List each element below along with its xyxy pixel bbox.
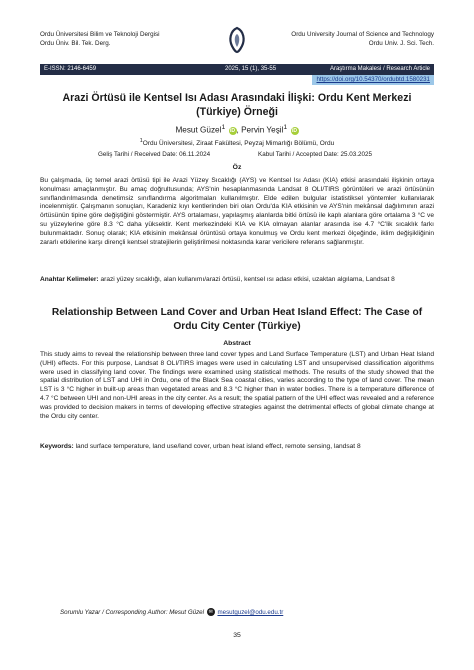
issn-label: E-ISSN: 2146-6459 bbox=[44, 66, 97, 72]
journal-abbrev-en: Ordu Univ. J. Sci. Tech. bbox=[368, 40, 434, 47]
volume-label: 2025, 15 (1), 35-55 bbox=[225, 66, 277, 72]
author-separator: , bbox=[236, 125, 242, 135]
author-name: Pervin Yeşil bbox=[241, 125, 284, 135]
info-bar bbox=[40, 64, 434, 75]
corresponding-author-note bbox=[60, 608, 434, 617]
abstract-heading-tr: Öz bbox=[232, 164, 242, 171]
accepted-date: Kabul Tarihi / Accepted Date: 25.03.2025 bbox=[258, 151, 373, 158]
keywords-label-tr: Anahtar Kelimeler: bbox=[40, 276, 99, 283]
journal-logo-icon bbox=[226, 26, 248, 54]
keywords-text-en: land surface temperature, land use/land cover, urban heat island effect, remote sensing, landsat 8 bbox=[75, 443, 361, 450]
author-list bbox=[40, 123, 434, 136]
journal-header bbox=[40, 30, 434, 60]
affiliation bbox=[40, 137, 434, 148]
author-affiliation-mark: 1 bbox=[283, 124, 288, 131]
abstract-heading-en: Abstract bbox=[223, 340, 251, 347]
abstract-text-tr: Bu çalışmada, üç temel arazi örtüsü tipi ile Arazi Yüzey Sıcaklığı (AYS) ve Kentsel Isı Adası (KIA) etkisi arasındaki ilişkinin ortaya konulması amaçlanmıştır. Bu amaç doğrultusunda; AYS'nin hesaplanmasında Landsat 8 OLI/TIRS görüntüleri ve arazi örtüsünün sınıflandırılmasında denetimsiz sınıflandırma algoritmaları kullanılmıştır. Elde edilen bulgular istatistiksel yöntemler kullanılarak incelenmiştir. Çalışmanın sonuçları, Karadeniz kıyı kentlerinden biri olan Ordu'da KIA etkisinin ve AYS'nin mekânsal dağılımının arazi örtüsünün tipine göre değiştiğini göstermiştir. AYS ortalaması, yapılaşmış alanlarda bitki örtüsü ile kaplı alanlara göre ortalama 3 °C ve su yüzeylerine göre 8.3 °C daha yüksektir. Kent merkezindeki KIA ve KIA olmayan alanlar arasında ise 4.7 °C'lik sıcaklık farkı bulunmaktadır. Sonuç olarak; KIA etkisinin mekânsal örüntüsü ortaya konulmuş ve Ordu kent merkezi ölçeğinde, iklim değişikliğinin zararlı etkilerine karşı dirençli kentsel stratejilerin geliştirilmesi noktasında karar vericilere referans sağlanmıştır. bbox=[40, 177, 434, 246]
journal-name-en bbox=[291, 30, 434, 48]
email-link[interactable]: mesutguzel@odu.edu.tr bbox=[217, 609, 284, 616]
article-title-tr: Arazi Örtüsü ile Kentsel Isı Adası Arasındaki İlişki: Ordu Kent Merkezi (Türkiye) Örneği bbox=[62, 92, 412, 118]
article-type-label: Araştırma Makalesi / Research Article bbox=[329, 66, 430, 72]
keywords-text-tr: arazi yüzey sıcaklığı, alan kullanımı/arazi örtüsü, kentsel ısı adası etkisi, uzaktan algılama, Landsat 8 bbox=[100, 276, 395, 283]
keywords-en bbox=[40, 443, 434, 452]
mail-icon: ✉ bbox=[208, 609, 213, 616]
keywords-tr bbox=[40, 276, 434, 285]
journal-title-tr: Ordu Üniversitesi Bilim ve Teknoloji Dergisi bbox=[40, 31, 160, 38]
abstract-text-en: This study aims to reveal the relationship between three land cover types and Land Surface Temperature (LST) and Urban Heat Island (UHI) effects. For this purpose, Landsat 8 OLI/TIRS images were used in calculating LST and unsupervised classification algorithms were used in classifying land cover. The findings were examined using statistical methods. The results of the study showed that the spatial distribution of LST and UHI in Ordu, one of the Black Sea coastal cities, varies according to the type of land cover. The mean LST is 3 °C higher in built-up areas than vegetated areas and 8.3 °C higher than in water bodies. There is a temperature difference of 4.7 °C between UHI and non-UHI areas in the city center. As a result; the spatial pattern of the UHI effect was revealed and a reference was provided to decision makers in terms of developing effective strategies against the detrimental effects of global climate change at the Ordu city center. bbox=[40, 351, 434, 420]
orcid-icon[interactable]: iD bbox=[230, 127, 236, 134]
journal-abbrev-tr: Ordu Üniv. Bil. Tek. Derg. bbox=[40, 40, 111, 47]
journal-name-tr bbox=[40, 30, 160, 48]
article-title-en: Relationship Between Land Cover and Urban Heat Island Effect: The Case of Ordu City Center (Türkiye) bbox=[51, 307, 423, 332]
page-number: 35 bbox=[233, 632, 241, 639]
corresponding-author-label: Sorumlu Yazar / Corresponding Author: Mesut Güzel bbox=[60, 609, 204, 616]
affiliation-mark: 1 bbox=[139, 138, 143, 144]
received-date: Geliş Tarihi / Received Date: 06.11.2024 bbox=[98, 151, 211, 158]
author-affiliation-mark: 1 bbox=[221, 124, 226, 131]
author-name: Mesut Güzel bbox=[175, 125, 222, 135]
keywords-label-en: Keywords: bbox=[40, 443, 74, 450]
journal-title-en: Ordu University Journal of Science and Technology bbox=[291, 31, 434, 38]
affiliation-text: Ordu Üniversitesi, Ziraat Fakültesi, Peyzaj Mimarlığı Bölümü, Ordu bbox=[142, 140, 335, 148]
doi-strip bbox=[40, 75, 434, 85]
doi-link[interactable]: https://doi.org/10.54370/ordubtd.1580231 bbox=[312, 75, 434, 85]
orcid-icon[interactable]: iD bbox=[292, 127, 298, 134]
